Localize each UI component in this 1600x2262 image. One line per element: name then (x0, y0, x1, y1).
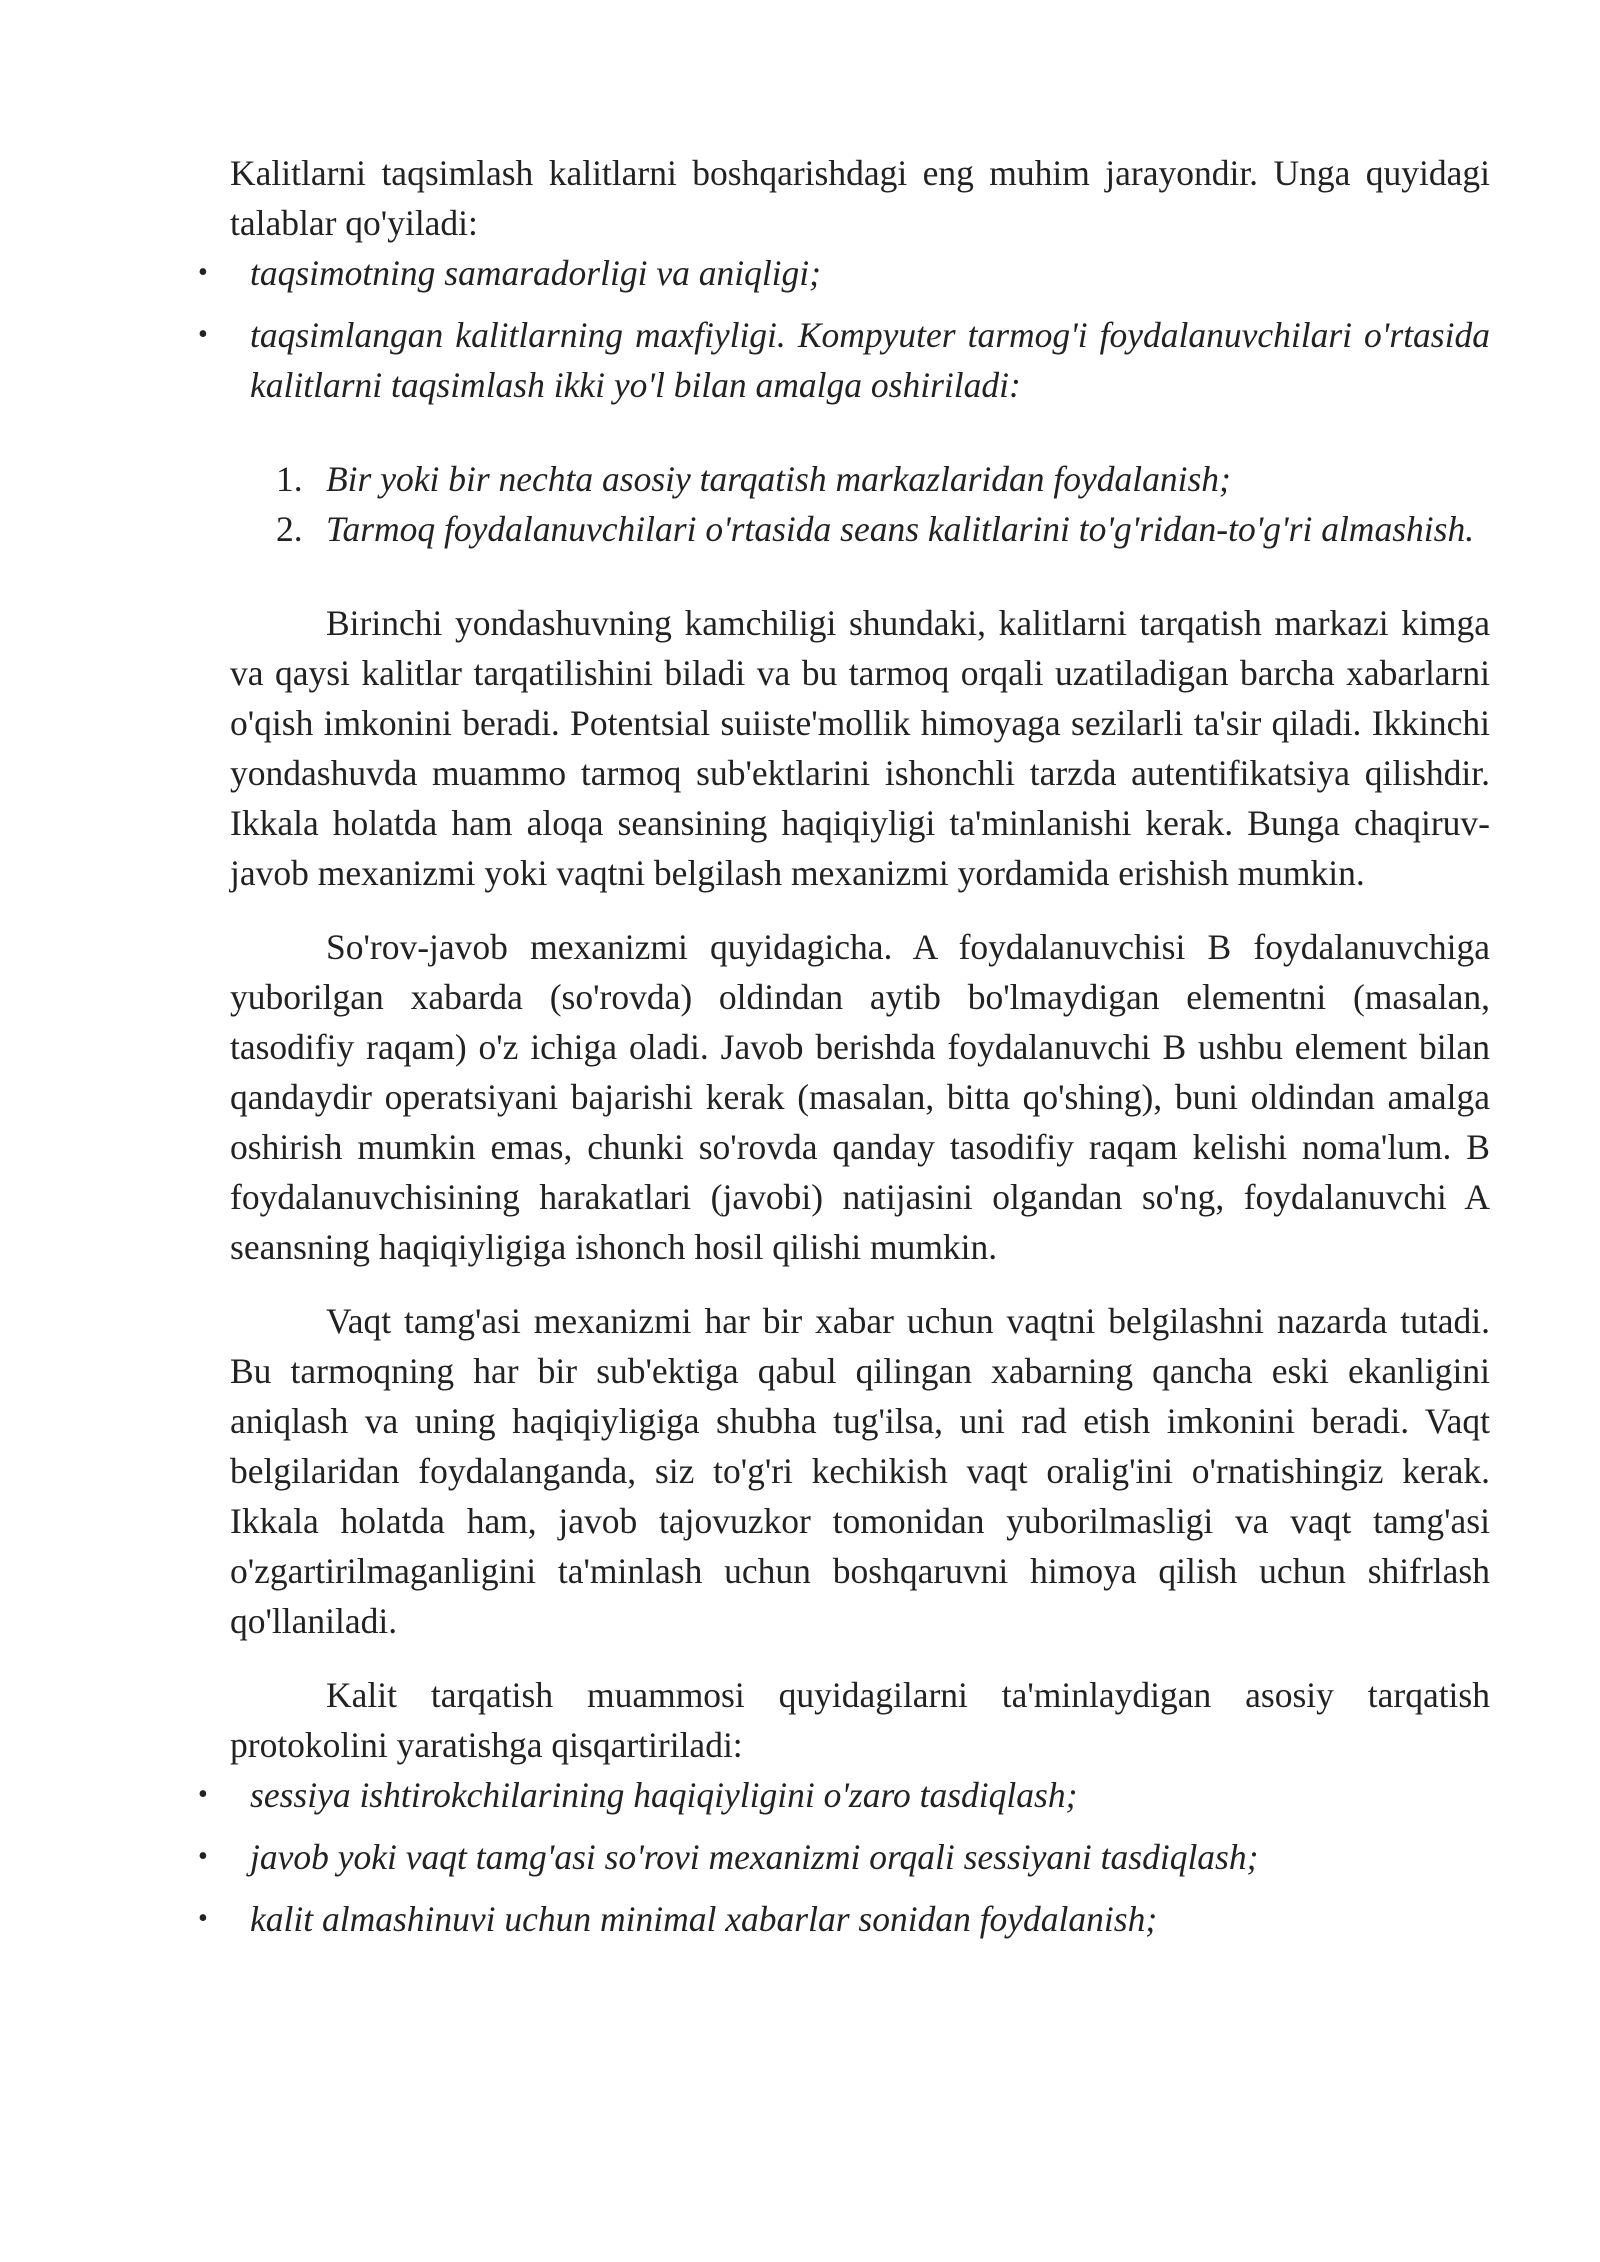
requirements-list (230, 248, 1490, 410)
protocol-requirements-list (230, 1770, 1490, 1944)
intro-paragraph: Kalitlarni taqsimlash kalitlarni boshqarishdagi eng muhim jarayondir. Unga quyidagi talablar qo'yiladi: (230, 153, 1490, 243)
list-number: 1. (276, 459, 303, 499)
list-item: • kalit almashinuvi uchun minimal xabarlar sonidan foydalanish; (250, 1894, 1490, 1944)
body-paragraph: So'rov-javob mexanizmi quyidagicha. A foydalanuvchisi B foydalanuvchiga yuborilgan xabarda (so'rovda) oldindan aytib bo'lmaydigan elementni (masalan, tasodifiy raqam) o'z ichiga oladi. Javob berishda foydalanuvchi B ushbu element bilan qandaydir operatsiyani bajarishi kerak (masalan, bitta qo'shing), buni oldindan amalga oshirish mumkin emas, chunki so'rovda qanday tasodifiy raqam kelishi noma'lum. B foydalanuvchisining harakatlari (javobi) natijasini olgandan so'ng, foydalanuvchi A seansning haqiqiyligiga ishonch hosil qilishi mumkin. (230, 927, 1490, 1267)
list-number: 2. (276, 509, 303, 549)
list-item (276, 454, 1490, 504)
list-item: • javob yoki vaqt tamg'asi so'rovi mexanizmi orqali sessiyani tasdiqlash; (250, 1832, 1490, 1882)
body-paragraph: Vaqt tamg'asi mexanizmi har bir xabar uchun vaqtni belgilashni nazarda tutadi. Bu tarmoqning har bir sub'ektiga qabul qilingan xabarning qancha eski ekanligini aniqlash va uning haqiqiyligiga shubha tug'ilsa, uni rad etish imkonini beradi. Vaqt belgilaridan foydalanganda, siz to'g'ri kechikish vaqt oralig'ini o'rnatishingiz kerak. Ikkala holatda ham, javob tajovuzkor tomonidan yuborilmasligi va vaqt tamg'asi o'zgartirilmaganligini ta'minlash uchun boshqaruvni himoya qilish uchun shifrlash qo'llaniladi. (230, 1301, 1490, 1641)
body-paragraph: Birinchi yondashuvning kamchiligi shundaki, kalitlarni tarqatish markazi kimga va qaysi kalitlar tarqatilishini biladi va bu tarmoq orqali uzatiladigan barcha xabarlarni o'qish imkonini beradi. Potentsial suiiste'mollik himoyaga sezilarli ta'sir qiladi. Ikkinchi yondashuvda muammo tarmoq sub'ektlarini ishonchli tarzda autentifikatsiya qilishdir. Ikkala holatda ham aloqa seansining haqiqiyligi ta'minlanishi kerak. Bunga chaqiruv-javob mexanizmi yoki vaqtni belgilash mexanizmi yordamida erishish mumkin. (230, 603, 1490, 893)
list-item-text: Bir yoki bir nechta asosiy tarqatish markazlaridan foydalanish; (326, 459, 1231, 499)
body-paragraph: Kalit tarqatish muammosi quyidagilarni ta'minlaydigan asosiy tarqatish protokolini yaratishga qisqartiriladi: (230, 1675, 1490, 1765)
list-item-text: Tarmoq foydalanuvchilari o'rtasida seans kalitlarini to'g'ridan-to'g'ri almashish. (326, 509, 1475, 549)
list-item: • taqsimlangan kalitlarning maxfiyligi. Kompyuter tarmog'i foydalanuvchilari o'rtasida kalitlarni taqsimlash ikki yo'l bilan amalga oshiriladi: (250, 310, 1490, 410)
document-page (230, 148, 1490, 1944)
methods-list (230, 454, 1490, 554)
list-item: • sessiya ishtirokchilarining haqiqiyligini o'zaro tasdiqlash; (250, 1770, 1490, 1820)
list-item (276, 504, 1490, 554)
list-item: • taqsimotning samaradorligi va aniqligi; (250, 248, 1490, 298)
